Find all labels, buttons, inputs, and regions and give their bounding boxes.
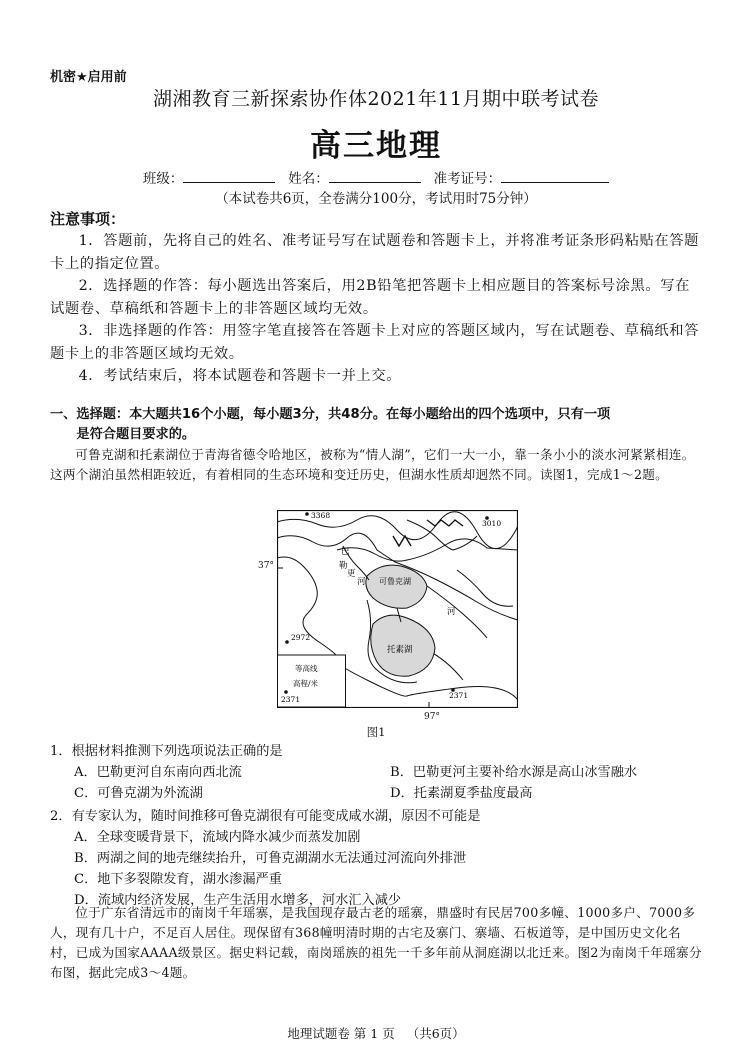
notice-item: 4．考试结束后，将本试题卷和答题卡一并上交。	[78, 368, 402, 384]
lake-label: 可鲁克湖	[379, 577, 411, 586]
question-1	[50, 741, 710, 804]
section-heading-line2: 是符合题目要求的。	[76, 427, 196, 442]
option-d[interactable]: D．流域内经济发展，生产生活用水增多，河水汇入减少	[74, 893, 402, 908]
exam-title: 湖湘教育三新探索协作体2021年11月期中联考试卷	[152, 88, 600, 110]
lon-label: 97°	[424, 712, 440, 722]
option-c[interactable]: C．地下多裂隙发育，湖水渗漏严重	[74, 872, 282, 887]
notice-item: 3．非选择题的作答：用签字笔直接答在答题卡上对应的答题区域内，写在试题卷、草稿纸和答题卡上的非答题区域均无效。	[50, 323, 700, 362]
notice-list	[50, 230, 702, 388]
river-label: 勒	[339, 561, 348, 571]
material-text: 位于广东省清远市的南岗千年瑶寨，是我国现存最古老的瑶寨，鼎盛时有民居700多幢、1000多户、7000多人，现有几十户，不足百人居住。现保留有368幢明清时期的古宅及寨门、寨墙、石板道等，是中国历史文化名村，已成为国家AAAA级景区。据史料记载，南岗瑶族的祖先一千多年前从洞庭湖以北迁来。图2为南岗千年瑶寨分布图，据此完成3～4题。	[50, 905, 702, 980]
river-label: 更	[347, 569, 356, 579]
subject-title: 高三地理	[310, 128, 442, 164]
elevation-label: 2371	[281, 695, 301, 704]
figure1-map	[277, 510, 518, 708]
class-label: 班级：	[142, 171, 184, 187]
footer-total-pages: （共6页）	[406, 1026, 465, 1041]
notice-item: 2．选择题的作答：每小题选出答案后，用2B铅笔把答题卡上相应题目的答案标号涂黑。写在试题卷、草稿纸和答题卡上的非答题区域均无效。	[50, 278, 691, 317]
option-a[interactable]: A．全球变暖背景下，流域内降水减少而蒸发加剧	[74, 830, 361, 845]
notice-item: 1．答题前，先将自己的姓名、准考证号写在试题卷和答题卡上，并将准考证条形码粘贴在答题卡上的指定位置。	[50, 233, 700, 272]
elevation-label: 2371	[449, 691, 469, 700]
legend-label: 等高线	[295, 664, 318, 673]
section-heading	[50, 405, 702, 445]
question-options	[50, 827, 710, 911]
student-info-fields	[0, 167, 752, 187]
lat-label: 37°	[258, 561, 274, 571]
lake-label: 托素湖	[387, 645, 413, 655]
question-options	[50, 762, 710, 804]
elevation-point	[285, 640, 289, 644]
elevation-label: 2972	[291, 633, 311, 642]
material-intro	[50, 445, 702, 485]
river-label: 河	[447, 607, 456, 617]
question-stem: 2．有专家认为，随时间推移可鲁克湖很有可能变成咸水湖，原因不可能是	[50, 809, 481, 824]
question-2	[50, 806, 710, 911]
elevation-point	[305, 512, 309, 516]
confidential-label: 机密★启用前	[50, 70, 127, 85]
exam-id-blank	[501, 170, 609, 183]
name-blank	[329, 170, 421, 183]
material-text: 可鲁克湖和托素湖位于青海省德令哈地区，被称为“情人湖”，它们一大一小，靠一条小小的淡水河紧紧相连。这两个湖泊虽然相距较近，有着相同的生态环境和变迁历史，但湖水性质却迥然不同。读图1，完成1～2题。	[50, 447, 695, 482]
river-label: 河	[357, 577, 366, 587]
class-blank	[183, 170, 275, 183]
elevation-label: 3368	[311, 511, 331, 520]
option-row	[74, 783, 710, 804]
option-b[interactable]: B．两湖之间的地壳继续抬升，可鲁克湖湖水无法通过河流向外排泄	[74, 851, 467, 866]
option-a[interactable]: A．巴勒更河自东南向西北流	[74, 765, 242, 780]
option-d[interactable]: D．托素湖夏季盐度最高	[390, 786, 533, 801]
river-label: 巴	[341, 547, 350, 557]
map-svg	[277, 510, 518, 708]
exam-id-label: 准考证号：	[433, 171, 502, 187]
legend-label: 高程/米	[293, 679, 319, 688]
notice-heading: 注意事项：	[50, 210, 126, 228]
option-b[interactable]: B．巴勒更河主要补给水源是高山冰雪融水	[390, 765, 638, 780]
name-label: 姓名：	[288, 171, 329, 187]
exam-info: （本试卷共6页，全卷满分100分，考试用时75分钟）	[215, 191, 537, 207]
question-stem: 1．根据材料推测下列选项说法正确的是	[50, 744, 283, 759]
option-c[interactable]: C．可鲁克湖为外流湖	[74, 786, 203, 801]
section-heading-line1: 一、选择题：本大题共16个小题，每小题3分，共48分。在每小题给出的四个选项中，只有一项	[50, 407, 611, 422]
elevation-label: 3010	[482, 519, 502, 528]
figure1-caption: 图1	[366, 725, 386, 739]
material-intro-2	[50, 903, 702, 983]
footer-page-number: 地理试题卷 第 1 页	[287, 1026, 395, 1041]
page-footer	[0, 1024, 752, 1042]
option-row	[74, 762, 710, 783]
elevation-point	[284, 690, 288, 694]
